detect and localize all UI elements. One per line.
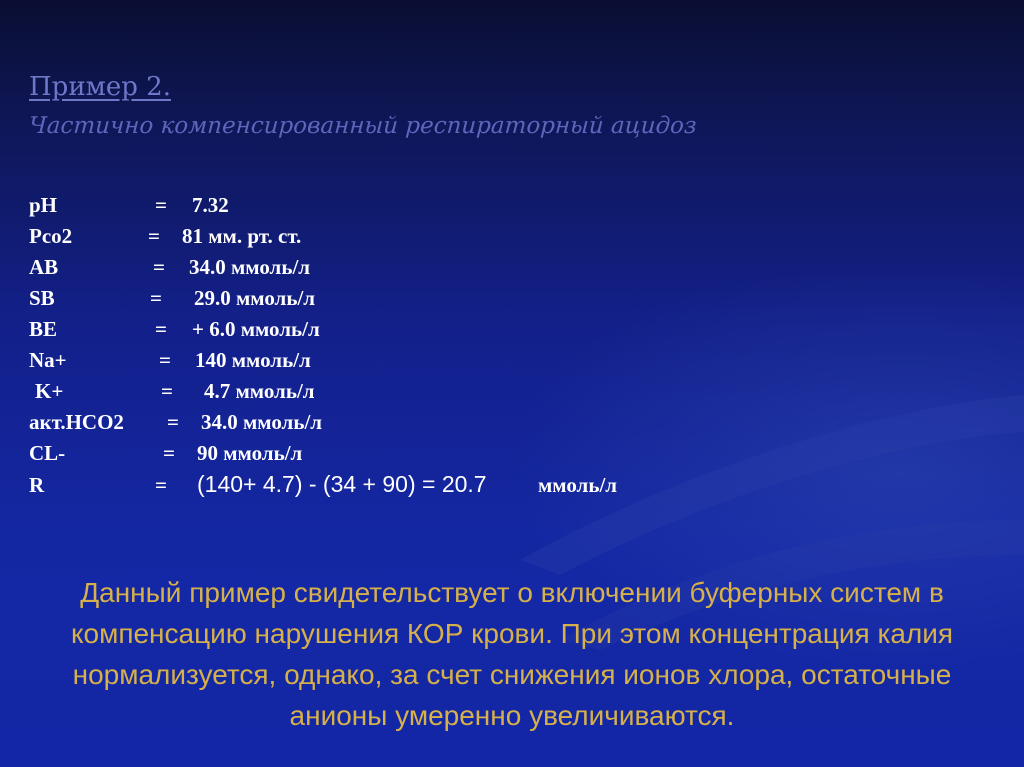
lab-value: 34.0 ммоль/л [201, 410, 323, 434]
lab-equals: = [161, 379, 173, 403]
lab-name: Na+ [29, 348, 67, 372]
lab-name: R [29, 473, 45, 497]
lab-equals: = [148, 224, 160, 248]
lab-name: Pco2 [29, 224, 73, 248]
lab-value: 29.0 ммоль/л [194, 286, 316, 310]
lab-name: pH [29, 193, 58, 217]
lab-name: AB [29, 255, 59, 279]
lab-name: акт.HCO2 [29, 410, 124, 434]
lab-name: BE [29, 317, 58, 341]
lab-value: 90 ммоль/л [197, 441, 303, 465]
lab-equals: = [150, 286, 162, 310]
lab-equals: = [163, 441, 175, 465]
lab-value: + 6.0 ммоль/л [192, 317, 320, 341]
lab-name: CL- [29, 441, 66, 465]
lab-value: 140 ммоль/л [195, 348, 311, 372]
lab-equals: = [153, 255, 165, 279]
lab-equals: = [155, 193, 167, 217]
lab-equals: = [167, 410, 179, 434]
lab-value: (140+ 4.7) - (34 + 90) = 20.7 [197, 471, 487, 497]
lab-value: 4.7 ммоль/л [204, 379, 315, 403]
lab-value: 34.0 ммоль/л [189, 255, 311, 279]
conclusion-text: Данный пример свидетельствует о включении буферных систем в компенсацию нарушения КОР крови. При этом концентрация калия нормализуется, однако, за счет снижения ионов хлора, остаточные анионы умеренно увеличиваются. [70, 577, 954, 731]
lab-equals: = [159, 348, 171, 372]
slide-subtitle: Частично компенсированный респираторный ацидоз [28, 113, 698, 139]
lab-equals: = [155, 473, 167, 497]
lab-unit: ммоль/л [538, 473, 618, 497]
slide-title: Пример 2. [29, 72, 171, 102]
lab-name: K+ [35, 379, 64, 403]
lab-equals: = [155, 317, 167, 341]
lab-name: SB [29, 286, 55, 310]
lab-value: 7.32 [192, 193, 229, 217]
lab-value: 81 мм. рт. ст. [182, 224, 302, 248]
